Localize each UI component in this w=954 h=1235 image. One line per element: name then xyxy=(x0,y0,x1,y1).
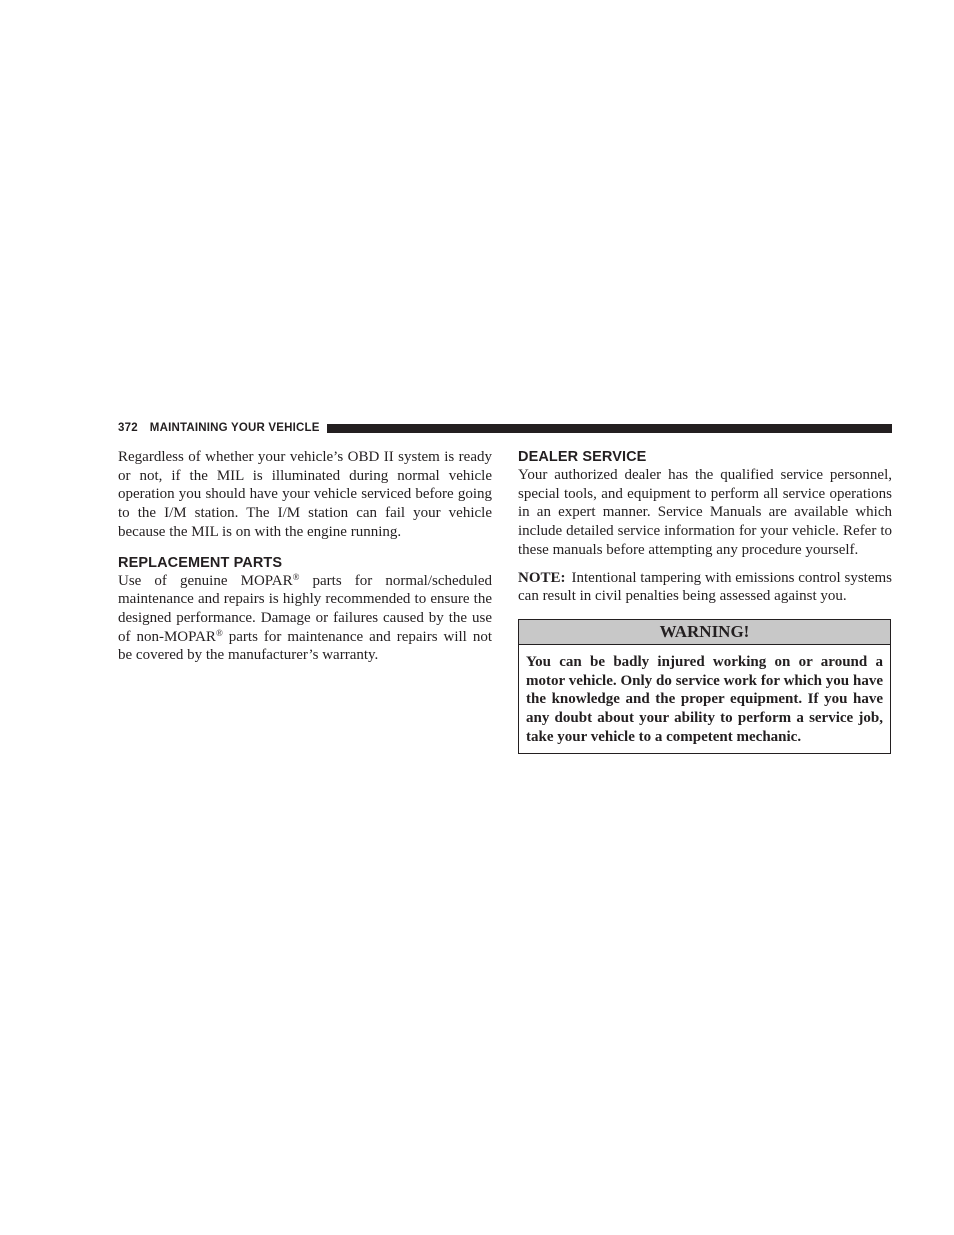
replacement-parts-text-1: Use of genuine MOPAR xyxy=(118,572,293,589)
warning-title: WARNING! xyxy=(519,620,890,645)
left-column xyxy=(118,448,492,665)
intro-paragraph: Regardless of whether your vehicle’s OBD II system is ready or not, if the MIL is illuminated during normal vehicle operation you should have your vehicle serviced before going to the I/M station. The I/M station can fail your vehicle because the MIL is on with the engine running. xyxy=(118,449,492,540)
replacement-parts-text-3: parts for maintenance and repairs will not be covered by the manufacturer’s warranty. xyxy=(118,628,492,664)
replacement-parts-paragraph xyxy=(118,572,492,666)
page-header xyxy=(118,420,892,436)
dealer-service-heading: DEALER SERVICE xyxy=(518,449,647,465)
page-number: 372 xyxy=(118,422,138,434)
registered-mark: ® xyxy=(215,627,223,638)
note-text: Intentional tampering with emissions control systems can result in civil penalties being assessed against you. xyxy=(518,569,892,605)
section-title: MAINTAINING YOUR VEHICLE xyxy=(149,422,320,434)
note-paragraph xyxy=(518,569,892,606)
registered-mark: ® xyxy=(292,571,300,582)
warning-box xyxy=(518,619,891,755)
dealer-service-paragraph: Your authorized dealer has the qualified service personnel, special tools, and equipment to perform all service operations in an expert manner. Service Manuals are available which include detailed service information for your vehicle. Refer to these manuals before attempting any procedure yourself. xyxy=(518,467,892,558)
replacement-parts-text-2: parts for normal/scheduled maintenance and repairs is highly recommended to ensure the designed performance. Damage or failures caused by the use of non-MOPAR xyxy=(118,572,493,645)
warning-text: You can be badly injured working on or around a motor vehicle. Only do service work for which you have the knowledge and the proper equipment. If you have any doubt about your ability to perform a service job, take your vehicle to a competent mechanic. xyxy=(526,653,883,745)
right-column xyxy=(518,448,892,754)
note-label: NOTE: xyxy=(518,569,566,586)
replacement-parts-heading: REPLACEMENT PARTS xyxy=(118,554,283,571)
header-rule xyxy=(327,424,892,433)
